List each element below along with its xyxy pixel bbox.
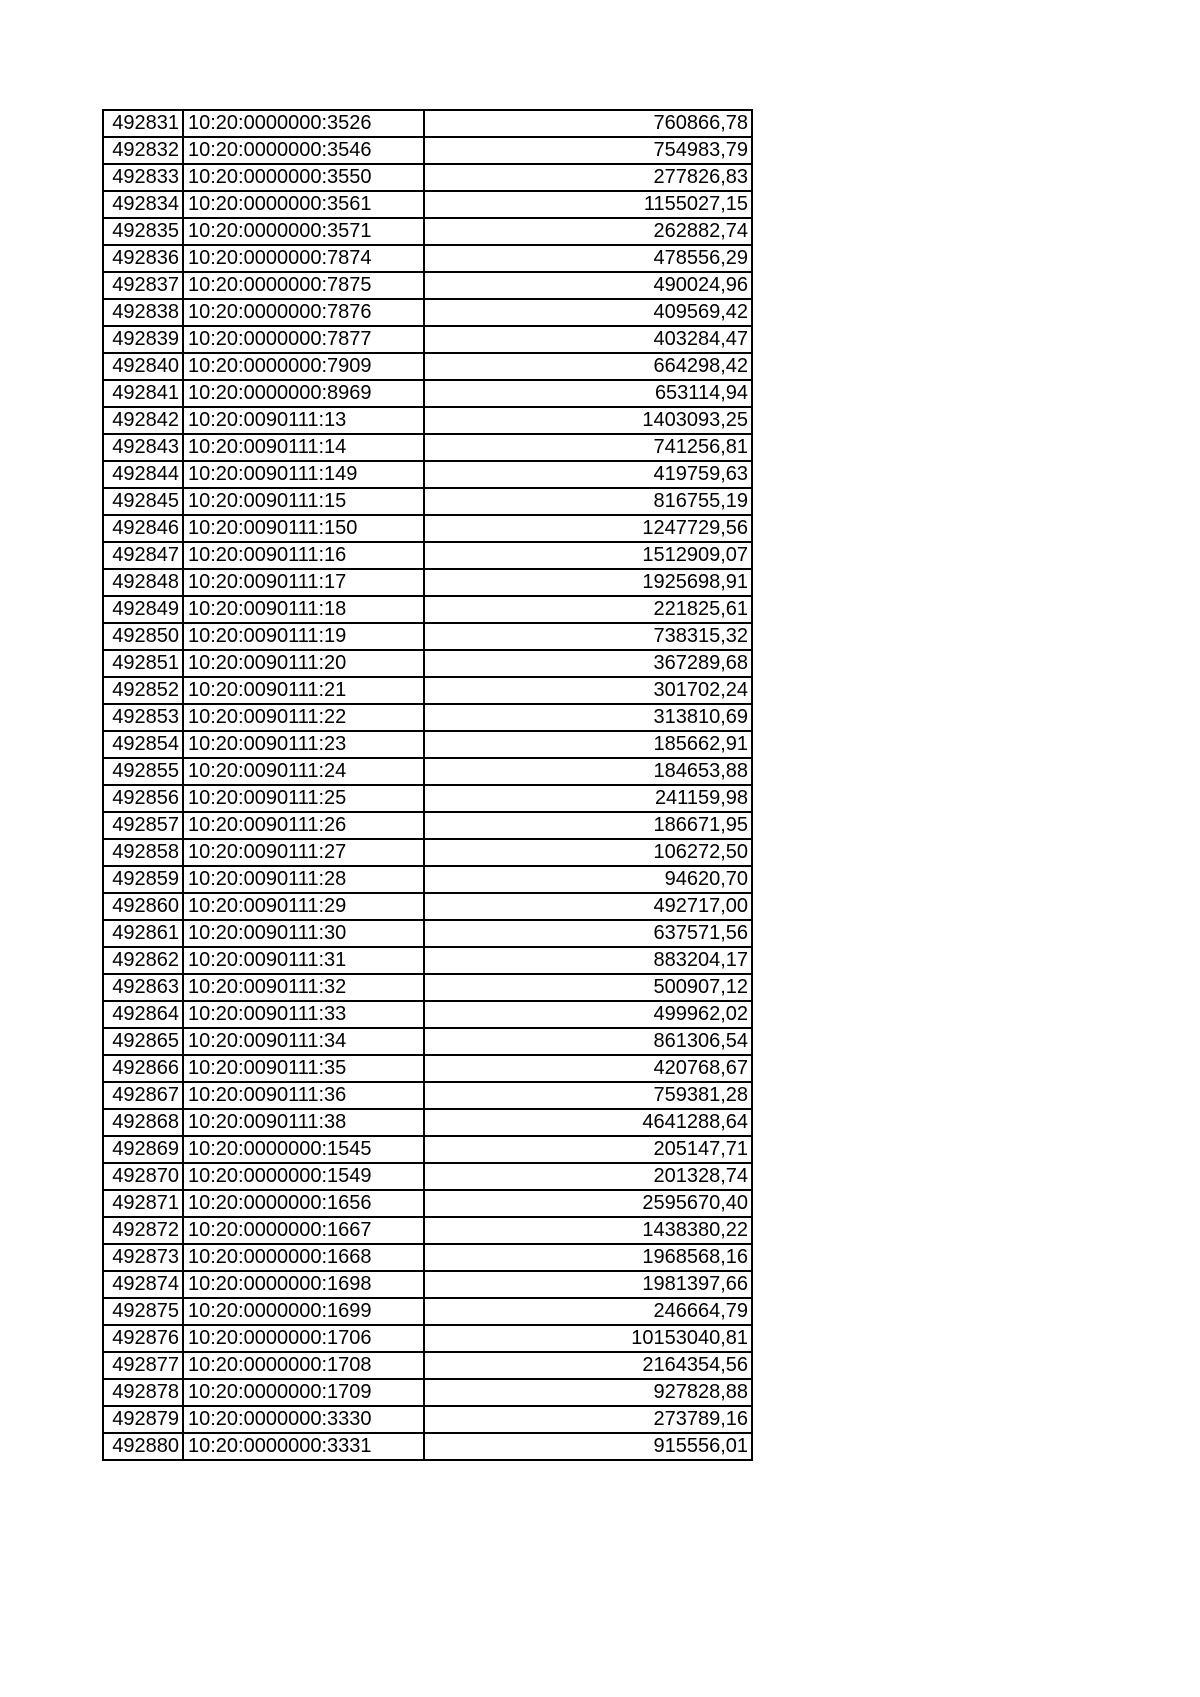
cadastral-number-cell: 10:20:0090111:15 [183,488,424,515]
cadastral-number-cell: 10:20:0000000:7875 [183,272,424,299]
row-id-cell: 492867 [103,1082,183,1109]
table-row [103,947,752,974]
value-cell: 816755,19 [424,488,752,515]
cadastral-number-cell: 10:20:0000000:8969 [183,380,424,407]
table-row [103,1244,752,1271]
table-row [103,1055,752,1082]
value-cell: 883204,17 [424,947,752,974]
cadastral-number-cell: 10:20:0090111:32 [183,974,424,1001]
row-id-cell: 492845 [103,488,183,515]
value-cell: 760866,78 [424,110,752,137]
table-row [103,731,752,758]
table-row [103,164,752,191]
table-row [103,461,752,488]
row-id-cell: 492836 [103,245,183,272]
row-id-cell: 492844 [103,461,183,488]
cadastral-number-cell: 10:20:0090111:25 [183,785,424,812]
value-cell: 367289,68 [424,650,752,677]
value-cell: 94620,70 [424,866,752,893]
cadastral-number-cell: 10:20:0000000:1709 [183,1379,424,1406]
table-row [103,191,752,218]
cadastral-number-cell: 10:20:0000000:3526 [183,110,424,137]
value-cell: 205147,71 [424,1136,752,1163]
table-row [103,245,752,272]
value-cell: 186671,95 [424,812,752,839]
table-row [103,110,752,137]
value-cell: 1925698,91 [424,569,752,596]
value-cell: 492717,00 [424,893,752,920]
table-row [103,1352,752,1379]
table-row [103,920,752,947]
row-id-cell: 492862 [103,947,183,974]
cadastral-number-cell: 10:20:0000000:1545 [183,1136,424,1163]
cadastral-number-cell: 10:20:0000000:1668 [183,1244,424,1271]
table-row [103,137,752,164]
value-cell: 1981397,66 [424,1271,752,1298]
cadastral-number-cell: 10:20:0000000:3331 [183,1433,424,1460]
data-table [102,109,753,1461]
value-cell: 861306,54 [424,1028,752,1055]
cadastral-number-cell: 10:20:0090111:35 [183,1055,424,1082]
cadastral-number-cell: 10:20:0000000:7877 [183,326,424,353]
table-row [103,1433,752,1460]
row-id-cell: 492853 [103,704,183,731]
row-id-cell: 492864 [103,1001,183,1028]
table-row [103,569,752,596]
table-row [103,1109,752,1136]
cadastral-number-cell: 10:20:0000000:1699 [183,1298,424,1325]
row-id-cell: 492859 [103,866,183,893]
row-id-cell: 492875 [103,1298,183,1325]
row-id-cell: 492841 [103,380,183,407]
row-id-cell: 492849 [103,596,183,623]
value-cell: 1247729,56 [424,515,752,542]
cadastral-number-cell: 10:20:0000000:3571 [183,218,424,245]
table-row [103,299,752,326]
table-row [103,677,752,704]
cadastral-number-cell: 10:20:0090111:19 [183,623,424,650]
value-cell: 419759,63 [424,461,752,488]
cadastral-number-cell: 10:20:0090111:14 [183,434,424,461]
cadastral-number-cell: 10:20:0090111:150 [183,515,424,542]
value-cell: 927828,88 [424,1379,752,1406]
table-row [103,272,752,299]
row-id-cell: 492877 [103,1352,183,1379]
value-cell: 759381,28 [424,1082,752,1109]
table-row [103,218,752,245]
table-row [103,785,752,812]
row-id-cell: 492847 [103,542,183,569]
cadastral-number-cell: 10:20:0090111:34 [183,1028,424,1055]
value-cell: 2164354,56 [424,1352,752,1379]
cadastral-number-cell: 10:20:0000000:3550 [183,164,424,191]
row-id-cell: 492872 [103,1217,183,1244]
cadastral-number-cell: 10:20:0090111:17 [183,569,424,596]
table-row [103,1406,752,1433]
table-row [103,839,752,866]
cadastral-number-cell: 10:20:0000000:1656 [183,1190,424,1217]
cadastral-number-cell: 10:20:0000000:1706 [183,1325,424,1352]
cadastral-number-cell: 10:20:0090111:18 [183,596,424,623]
row-id-cell: 492874 [103,1271,183,1298]
value-cell: 653114,94 [424,380,752,407]
row-id-cell: 492834 [103,191,183,218]
row-id-cell: 492840 [103,353,183,380]
value-cell: 738315,32 [424,623,752,650]
row-id-cell: 492863 [103,974,183,1001]
table-row [103,488,752,515]
cadastral-number-cell: 10:20:0090111:27 [183,839,424,866]
row-id-cell: 492846 [103,515,183,542]
value-cell: 409569,42 [424,299,752,326]
row-id-cell: 492851 [103,650,183,677]
table-row [103,1298,752,1325]
row-id-cell: 492855 [103,758,183,785]
value-cell: 1155027,15 [424,191,752,218]
cadastral-number-cell: 10:20:0090111:13 [183,407,424,434]
value-cell: 2595670,40 [424,1190,752,1217]
cadastral-number-cell: 10:20:0090111:38 [183,1109,424,1136]
table-row [103,515,752,542]
table-row [103,353,752,380]
cadastral-number-cell: 10:20:0000000:1549 [183,1163,424,1190]
value-cell: 201328,74 [424,1163,752,1190]
row-id-cell: 492878 [103,1379,183,1406]
row-id-cell: 492880 [103,1433,183,1460]
value-cell: 221825,61 [424,596,752,623]
cadastral-number-cell: 10:20:0000000:7909 [183,353,424,380]
cadastral-number-cell: 10:20:0000000:1698 [183,1271,424,1298]
cadastral-number-cell: 10:20:0090111:31 [183,947,424,974]
row-id-cell: 492861 [103,920,183,947]
value-cell: 664298,42 [424,353,752,380]
cadastral-number-cell: 10:20:0090111:23 [183,731,424,758]
table-row [103,650,752,677]
cadastral-number-cell: 10:20:0000000:3546 [183,137,424,164]
row-id-cell: 492854 [103,731,183,758]
value-cell: 1403093,25 [424,407,752,434]
value-cell: 10153040,81 [424,1325,752,1352]
row-id-cell: 492843 [103,434,183,461]
cadastral-number-cell: 10:20:0000000:3330 [183,1406,424,1433]
value-cell: 915556,01 [424,1433,752,1460]
table-row [103,758,752,785]
table-row [103,623,752,650]
row-id-cell: 492870 [103,1163,183,1190]
table-row [103,1028,752,1055]
row-id-cell: 492865 [103,1028,183,1055]
value-cell: 273789,16 [424,1406,752,1433]
cadastral-number-cell: 10:20:0000000:7876 [183,299,424,326]
row-id-cell: 492833 [103,164,183,191]
table-row [103,812,752,839]
cadastral-number-cell: 10:20:0090111:36 [183,1082,424,1109]
cadastral-number-cell: 10:20:0090111:22 [183,704,424,731]
table-row [103,704,752,731]
row-id-cell: 492835 [103,218,183,245]
value-cell: 1438380,22 [424,1217,752,1244]
row-id-cell: 492857 [103,812,183,839]
table-row [103,1163,752,1190]
row-id-cell: 492850 [103,623,183,650]
value-cell: 420768,67 [424,1055,752,1082]
table-row [103,542,752,569]
row-id-cell: 492879 [103,1406,183,1433]
table-body [103,110,752,1460]
row-id-cell: 492837 [103,272,183,299]
table-row [103,866,752,893]
cadastral-number-cell: 10:20:0090111:20 [183,650,424,677]
value-cell: 106272,50 [424,839,752,866]
table-row [103,326,752,353]
row-id-cell: 492873 [103,1244,183,1271]
row-id-cell: 492848 [103,569,183,596]
table-row [103,893,752,920]
value-cell: 1512909,07 [424,542,752,569]
value-cell: 478556,29 [424,245,752,272]
table-row [103,1271,752,1298]
value-cell: 490024,96 [424,272,752,299]
value-cell: 262882,74 [424,218,752,245]
table-row [103,1190,752,1217]
cadastral-number-cell: 10:20:0090111:26 [183,812,424,839]
cadastral-number-cell: 10:20:0090111:21 [183,677,424,704]
row-id-cell: 492869 [103,1136,183,1163]
value-cell: 1968568,16 [424,1244,752,1271]
cadastral-number-cell: 10:20:0090111:24 [183,758,424,785]
table-row [103,974,752,1001]
table-row [103,1379,752,1406]
table-row [103,596,752,623]
cadastral-number-cell: 10:20:0000000:1708 [183,1352,424,1379]
value-cell: 4641288,64 [424,1109,752,1136]
row-id-cell: 492856 [103,785,183,812]
row-id-cell: 492858 [103,839,183,866]
cadastral-number-cell: 10:20:0090111:16 [183,542,424,569]
value-cell: 184653,88 [424,758,752,785]
value-cell: 313810,69 [424,704,752,731]
value-cell: 637571,56 [424,920,752,947]
row-id-cell: 492868 [103,1109,183,1136]
row-id-cell: 492876 [103,1325,183,1352]
row-id-cell: 492860 [103,893,183,920]
table-row [103,434,752,461]
value-cell: 754983,79 [424,137,752,164]
row-id-cell: 492871 [103,1190,183,1217]
row-id-cell: 492839 [103,326,183,353]
cadastral-number-cell: 10:20:0090111:149 [183,461,424,488]
value-cell: 499962,02 [424,1001,752,1028]
row-id-cell: 492852 [103,677,183,704]
value-cell: 185662,91 [424,731,752,758]
value-cell: 403284,47 [424,326,752,353]
cadastral-number-cell: 10:20:0090111:33 [183,1001,424,1028]
row-id-cell: 492838 [103,299,183,326]
cadastral-number-cell: 10:20:0000000:3561 [183,191,424,218]
cadastral-number-cell: 10:20:0000000:1667 [183,1217,424,1244]
value-cell: 741256,81 [424,434,752,461]
cadastral-number-cell: 10:20:0000000:7874 [183,245,424,272]
row-id-cell: 492866 [103,1055,183,1082]
value-cell: 277826,83 [424,164,752,191]
value-cell: 301702,24 [424,677,752,704]
row-id-cell: 492842 [103,407,183,434]
table-row [103,407,752,434]
table-row [103,1136,752,1163]
table-row [103,1001,752,1028]
cadastral-number-cell: 10:20:0090111:30 [183,920,424,947]
row-id-cell: 492832 [103,137,183,164]
table-row [103,1325,752,1352]
value-cell: 500907,12 [424,974,752,1001]
table-row [103,380,752,407]
cadastral-number-cell: 10:20:0090111:28 [183,866,424,893]
cadastral-number-cell: 10:20:0090111:29 [183,893,424,920]
value-cell: 246664,79 [424,1298,752,1325]
value-cell: 241159,98 [424,785,752,812]
row-id-cell: 492831 [103,110,183,137]
table-row [103,1082,752,1109]
table-row [103,1217,752,1244]
